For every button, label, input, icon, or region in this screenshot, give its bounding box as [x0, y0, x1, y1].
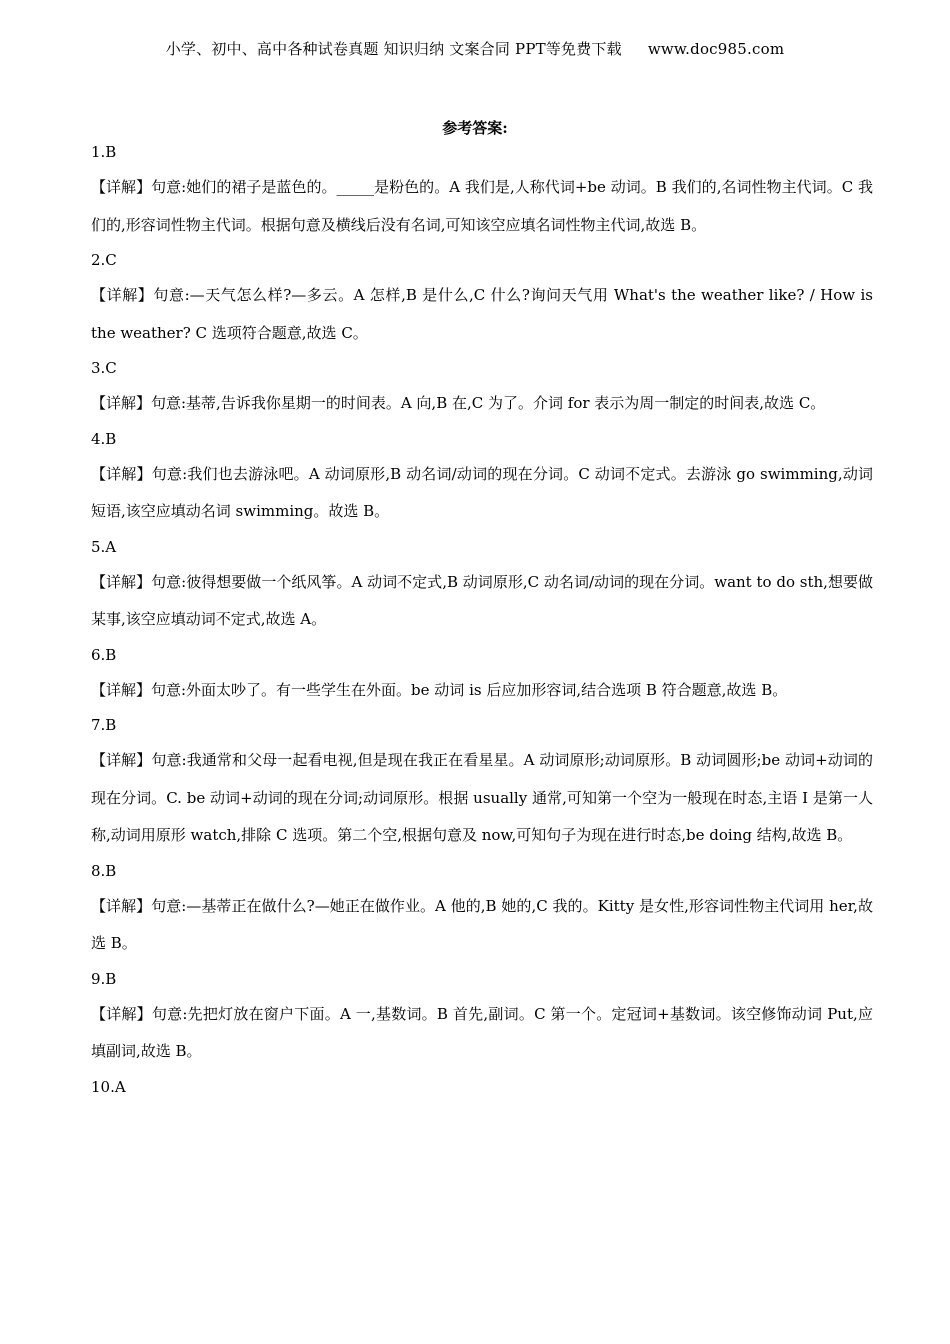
answer-detail: 【详解】句意:外面太吵了。有一些学生在外面。be 动词 is 后应加形容词,结合选项 B 符合题意,故选 B。 [91, 680, 788, 699]
answer-item [91, 713, 873, 855]
page-title: 参考答案: [442, 119, 508, 137]
answer-detail: 【详解】句意:我们也去游泳吧。A 动词原形,B 动名词/动词的现在分词。C 动词不定式。去游泳 go swimming,动词短语,该空应填动名词 swimming。故选 B。 [91, 464, 873, 520]
answer-number: 5.A [91, 537, 117, 556]
answer-detail: 【详解】句意:—基蒂正在做什么?—她正在做作业。A 他的,B 她的,C 我的。Kitty 是女性,形容词性物主代词用 her,故选 B。 [91, 896, 873, 952]
answer-detail: 【详解】句意:彼得想要做一个纸风筝。A 动词不定式,B 动词原形,C 动名词/动词的现在分词。want to do sth,想要做某事,该空应填动词不定式,故选 A。 [91, 572, 873, 628]
answer-item [91, 140, 873, 244]
answer-detail: 【详解】句意:她们的裙子是蓝色的。_____是粉色的。A 我们是,人称代词+be 动词。B 我们的,名词性物主代词。C 我们的,形容词性物主代词。根据句意及横线后没有名词,可知该空应填名词性物主代词,故选 B。 [91, 178, 873, 234]
answer-item [91, 427, 873, 531]
answer-item [91, 967, 873, 1071]
answer-detail: 【详解】句意:基蒂,告诉我你星期一的时间表。A 向,B 在,C 为了。介词 for 表示为周一制定的时间表,故选 C。 [91, 394, 826, 412]
answer-item [91, 535, 873, 639]
header-text: 小学、初中、高中各种试卷真题 知识归纳 文案合同 PPT等免费下载 [165, 40, 622, 58]
answer-number: 6.B [91, 645, 117, 664]
answer-detail: 【详解】句意:我通常和父母一起看电视,但是现在我正在看星星。A 动词原形;动词原形。B 动词圆形;be 动词+动词的现在分词。C. be 动词+动词的现在分词;动词原形。根据 usually 通常,可知第一个空为一般现在时态,主语 I 是第一人称,动词用原形 watch,排除 C 选项。第二个空,根据句意及 now,可知句子为现在进行时态,be doing 结构,故选 B。 [91, 751, 873, 844]
answer-item [91, 643, 873, 710]
answer-item [91, 356, 873, 423]
answer-number: 8.B [91, 861, 117, 880]
answer-detail: 【详解】句意:—天气怎么样?—多云。A 怎样,B 是什么,C 什么?询问天气用 What's the weather like? / How is the weather? C 选项符合题意,故选 C。 [91, 286, 873, 342]
answer-list [91, 140, 873, 1103]
header-site: www.doc985.com [647, 40, 785, 58]
answer-number: 4.B [91, 429, 117, 448]
answer-number: 3.C [91, 359, 117, 377]
answer-detail: 【详解】句意:先把灯放在窗户下面。A 一,基数词。B 首先,副词。C 第一个。定冠词+基数词。该空修饰动词 Put,应填副词,故选 B。 [91, 1004, 873, 1060]
answer-number: 2.C [91, 251, 117, 269]
page-header [0, 38, 950, 59]
answer-item [91, 248, 873, 352]
answer-number: 10.A [91, 1077, 126, 1096]
answer-number: 9.B [91, 969, 117, 988]
answer-number: 1.B [91, 143, 117, 161]
answer-number: 7.B [91, 716, 117, 734]
answer-item [91, 1075, 873, 1099]
answer-item [91, 859, 873, 963]
